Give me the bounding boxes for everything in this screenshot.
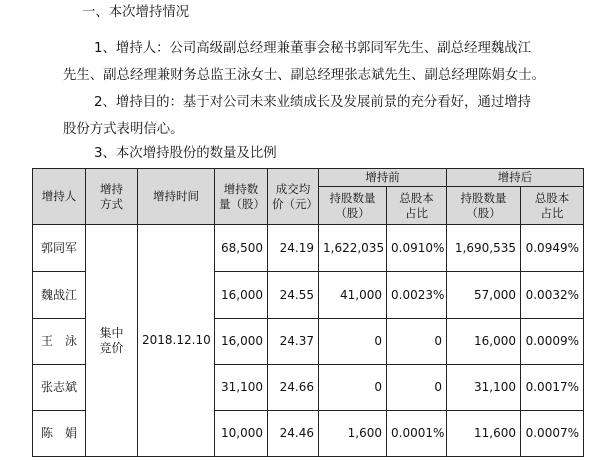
cell-before-ratio: 0.0001% <box>387 411 447 457</box>
cell-after-qty: 16,000 <box>447 319 521 365</box>
cell-name: 王 泳 <box>33 319 86 365</box>
cell-before-qty: 0 <box>319 365 387 411</box>
cell-after-ratio: 0.0017% <box>521 365 584 411</box>
header-after: 增持后 <box>447 169 584 187</box>
section-title: 一、本次增持情况 <box>82 5 190 20</box>
paragraph-3-heading: 3、本次增持股份的数量及比例 <box>94 146 277 161</box>
header-person: 增持人 <box>33 169 86 225</box>
header-method: 增持 方式 <box>86 169 138 225</box>
cell-quantity: 68,500 <box>215 225 268 272</box>
cell-quantity: 31,100 <box>215 365 268 411</box>
cell-after-ratio: 0.0007% <box>521 411 584 457</box>
paragraph-2-line-1: 2、增持目的：基于对公司未来业绩成长及发展前景的充分看好，通过增持 <box>94 95 532 110</box>
header-avg-price: 成交均 价（元） <box>268 169 319 225</box>
cell-quantity: 16,000 <box>215 272 268 319</box>
paragraph-1-line-1: 1、增持人：公司高级副总经理兼董事会秘书郭同军先生、副总经理魏战江 <box>94 41 532 56</box>
header-before: 增持前 <box>319 169 447 187</box>
header-after-ratio: 总股本 占比 <box>521 187 584 225</box>
cell-before-ratio: 0.0023% <box>387 272 447 319</box>
table-row <box>33 225 584 272</box>
cell-after-ratio: 0.0032% <box>521 272 584 319</box>
cell-before-qty: 41,000 <box>319 272 387 319</box>
cell-quantity: 10,000 <box>215 411 268 457</box>
cell-price: 24.19 <box>268 225 319 272</box>
cell-after-ratio: 0.0009% <box>521 319 584 365</box>
cell-before-ratio: 0 <box>387 365 447 411</box>
cell-before-ratio: 0.0910% <box>387 225 447 272</box>
cell-after-qty: 11,600 <box>447 411 521 457</box>
cell-date: 2018.12.10 <box>138 225 215 457</box>
cell-name: 陈 娟 <box>33 411 86 457</box>
cell-before-qty: 1,622,035 <box>319 225 387 272</box>
cell-name: 张志斌 <box>33 365 86 411</box>
cell-price: 24.37 <box>268 319 319 365</box>
cell-price: 24.66 <box>268 365 319 411</box>
cell-before-ratio: 0 <box>387 319 447 365</box>
paragraph-2-line-2: 股份方式表明信心。 <box>63 122 184 137</box>
cell-after-qty: 57,000 <box>447 272 521 319</box>
cell-name: 魏战江 <box>33 272 86 319</box>
shareholding-increase-table <box>32 168 584 457</box>
cell-before-qty: 0 <box>319 319 387 365</box>
paragraph-1-line-2: 先生、副总经理兼财务总监王泳女士、副总经理张志斌先生、副总经理陈娟女士。 <box>63 68 546 83</box>
cell-after-ratio: 0.0949% <box>521 225 584 272</box>
header-time: 增持时间 <box>138 169 215 225</box>
header-before-ratio: 总股本 占比 <box>387 187 447 225</box>
header-after-holdings: 持股数量 （股） <box>447 187 521 225</box>
cell-price: 24.46 <box>268 411 319 457</box>
header-quantity: 增持数 量（股） <box>215 169 268 225</box>
cell-after-qty: 1,690,535 <box>447 225 521 272</box>
cell-after-qty: 31,100 <box>447 365 521 411</box>
header-before-holdings: 持股数量 （股） <box>319 187 387 225</box>
cell-quantity: 16,000 <box>215 319 268 365</box>
cell-price: 24.55 <box>268 272 319 319</box>
cell-name: 郭同军 <box>33 225 86 272</box>
cell-before-qty: 1,600 <box>319 411 387 457</box>
cell-method: 集中 竞价 <box>86 225 138 457</box>
